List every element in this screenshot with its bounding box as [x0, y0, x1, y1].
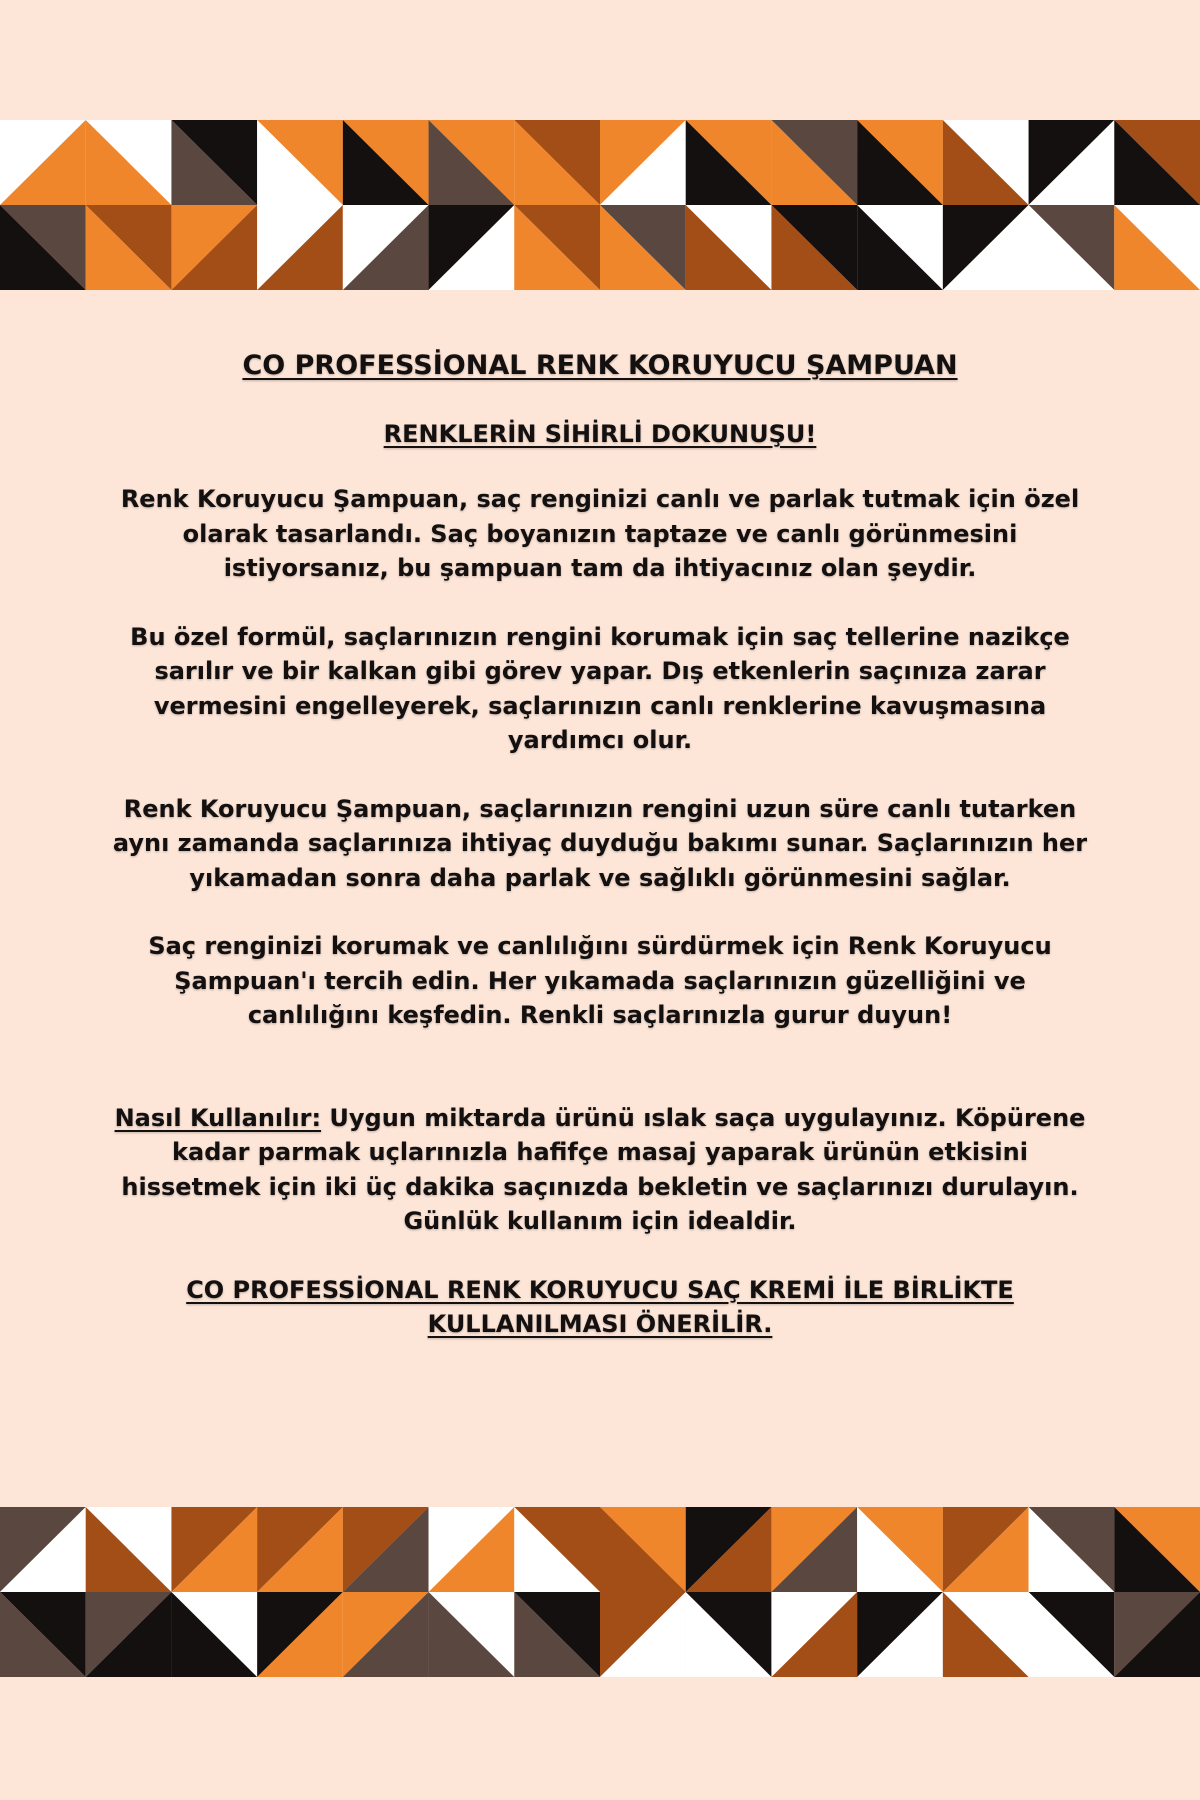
usage-text: Uygun miktarda ürünü ıslak saça uygulayınız. Köpürene kadar parmak uçlarınızla hafifçe masaj yaparak ürünün etkisini hissetmek için iki üç dakika saçınızda bekletin ve saçlarınızı durulayın. Günlük kullanım için idealdir. — [121, 1103, 1086, 1235]
description-paragraph-2: Bu özel formül, saçlarınızın rengini korumak için saç tellerine nazikçe sarılır ve bir kalkan gibi görev yapar. Dış etkenlerin saçınıza zarar vermesini engelleyerek, saçlarınızın canlı renklerine kavuşmasına yardımcı olur. — [130, 622, 1070, 754]
recommendation-note: CO PROFESSİONAL RENK KORUYUCU SAÇ KREMİ İLE BİRLİKTE KULLANILMASI ÖNERİLİR. — [186, 1275, 1014, 1338]
usage-label: Nasıl Kullanılır: — [114, 1103, 322, 1132]
usage-instructions — [110, 1101, 1090, 1239]
page-subtitle: RENKLERİN SİHİRLİ DOKUNUŞU! — [383, 420, 817, 448]
description-paragraph-1: Renk Koruyucu Şampuan, saç renginizi canlı ve parlak tutmak için özel olarak tasarlandı. Saç boyanızın taptaze ve canlı görünmesini istiyorsanız, bu şampuan tam da ihtiyacınız olan şeydir. — [120, 485, 1080, 582]
page-title: CO PROFESSİONAL RENK KORUYUCU ŞAMPUAN — [242, 350, 958, 381]
bottom-triangle-pattern-band — [0, 1507, 1200, 1677]
top-triangle-pattern-band — [0, 120, 1200, 290]
description-paragraph-3: Renk Koruyucu Şampuan, saçlarınızın rengini uzun süre canlı tutarken aynı zamanda saçlarınıza ihtiyaç duyduğu bakımı sunar. Saçlarınızın her yıkamadan sonra daha parlak ve sağlıklı görünmesini sağlar. — [112, 794, 1088, 892]
product-description — [110, 346, 1090, 1342]
description-paragraph-4: Saç renginizi korumak ve canlılığını sürdürmek için Renk Koruyucu Şampuan'ı tercih edin. Her yıkamada saçlarınızın güzelliğini ve canlılığını keşfedin. Renkli saçlarınızla gurur duyun! — [148, 932, 1052, 1029]
